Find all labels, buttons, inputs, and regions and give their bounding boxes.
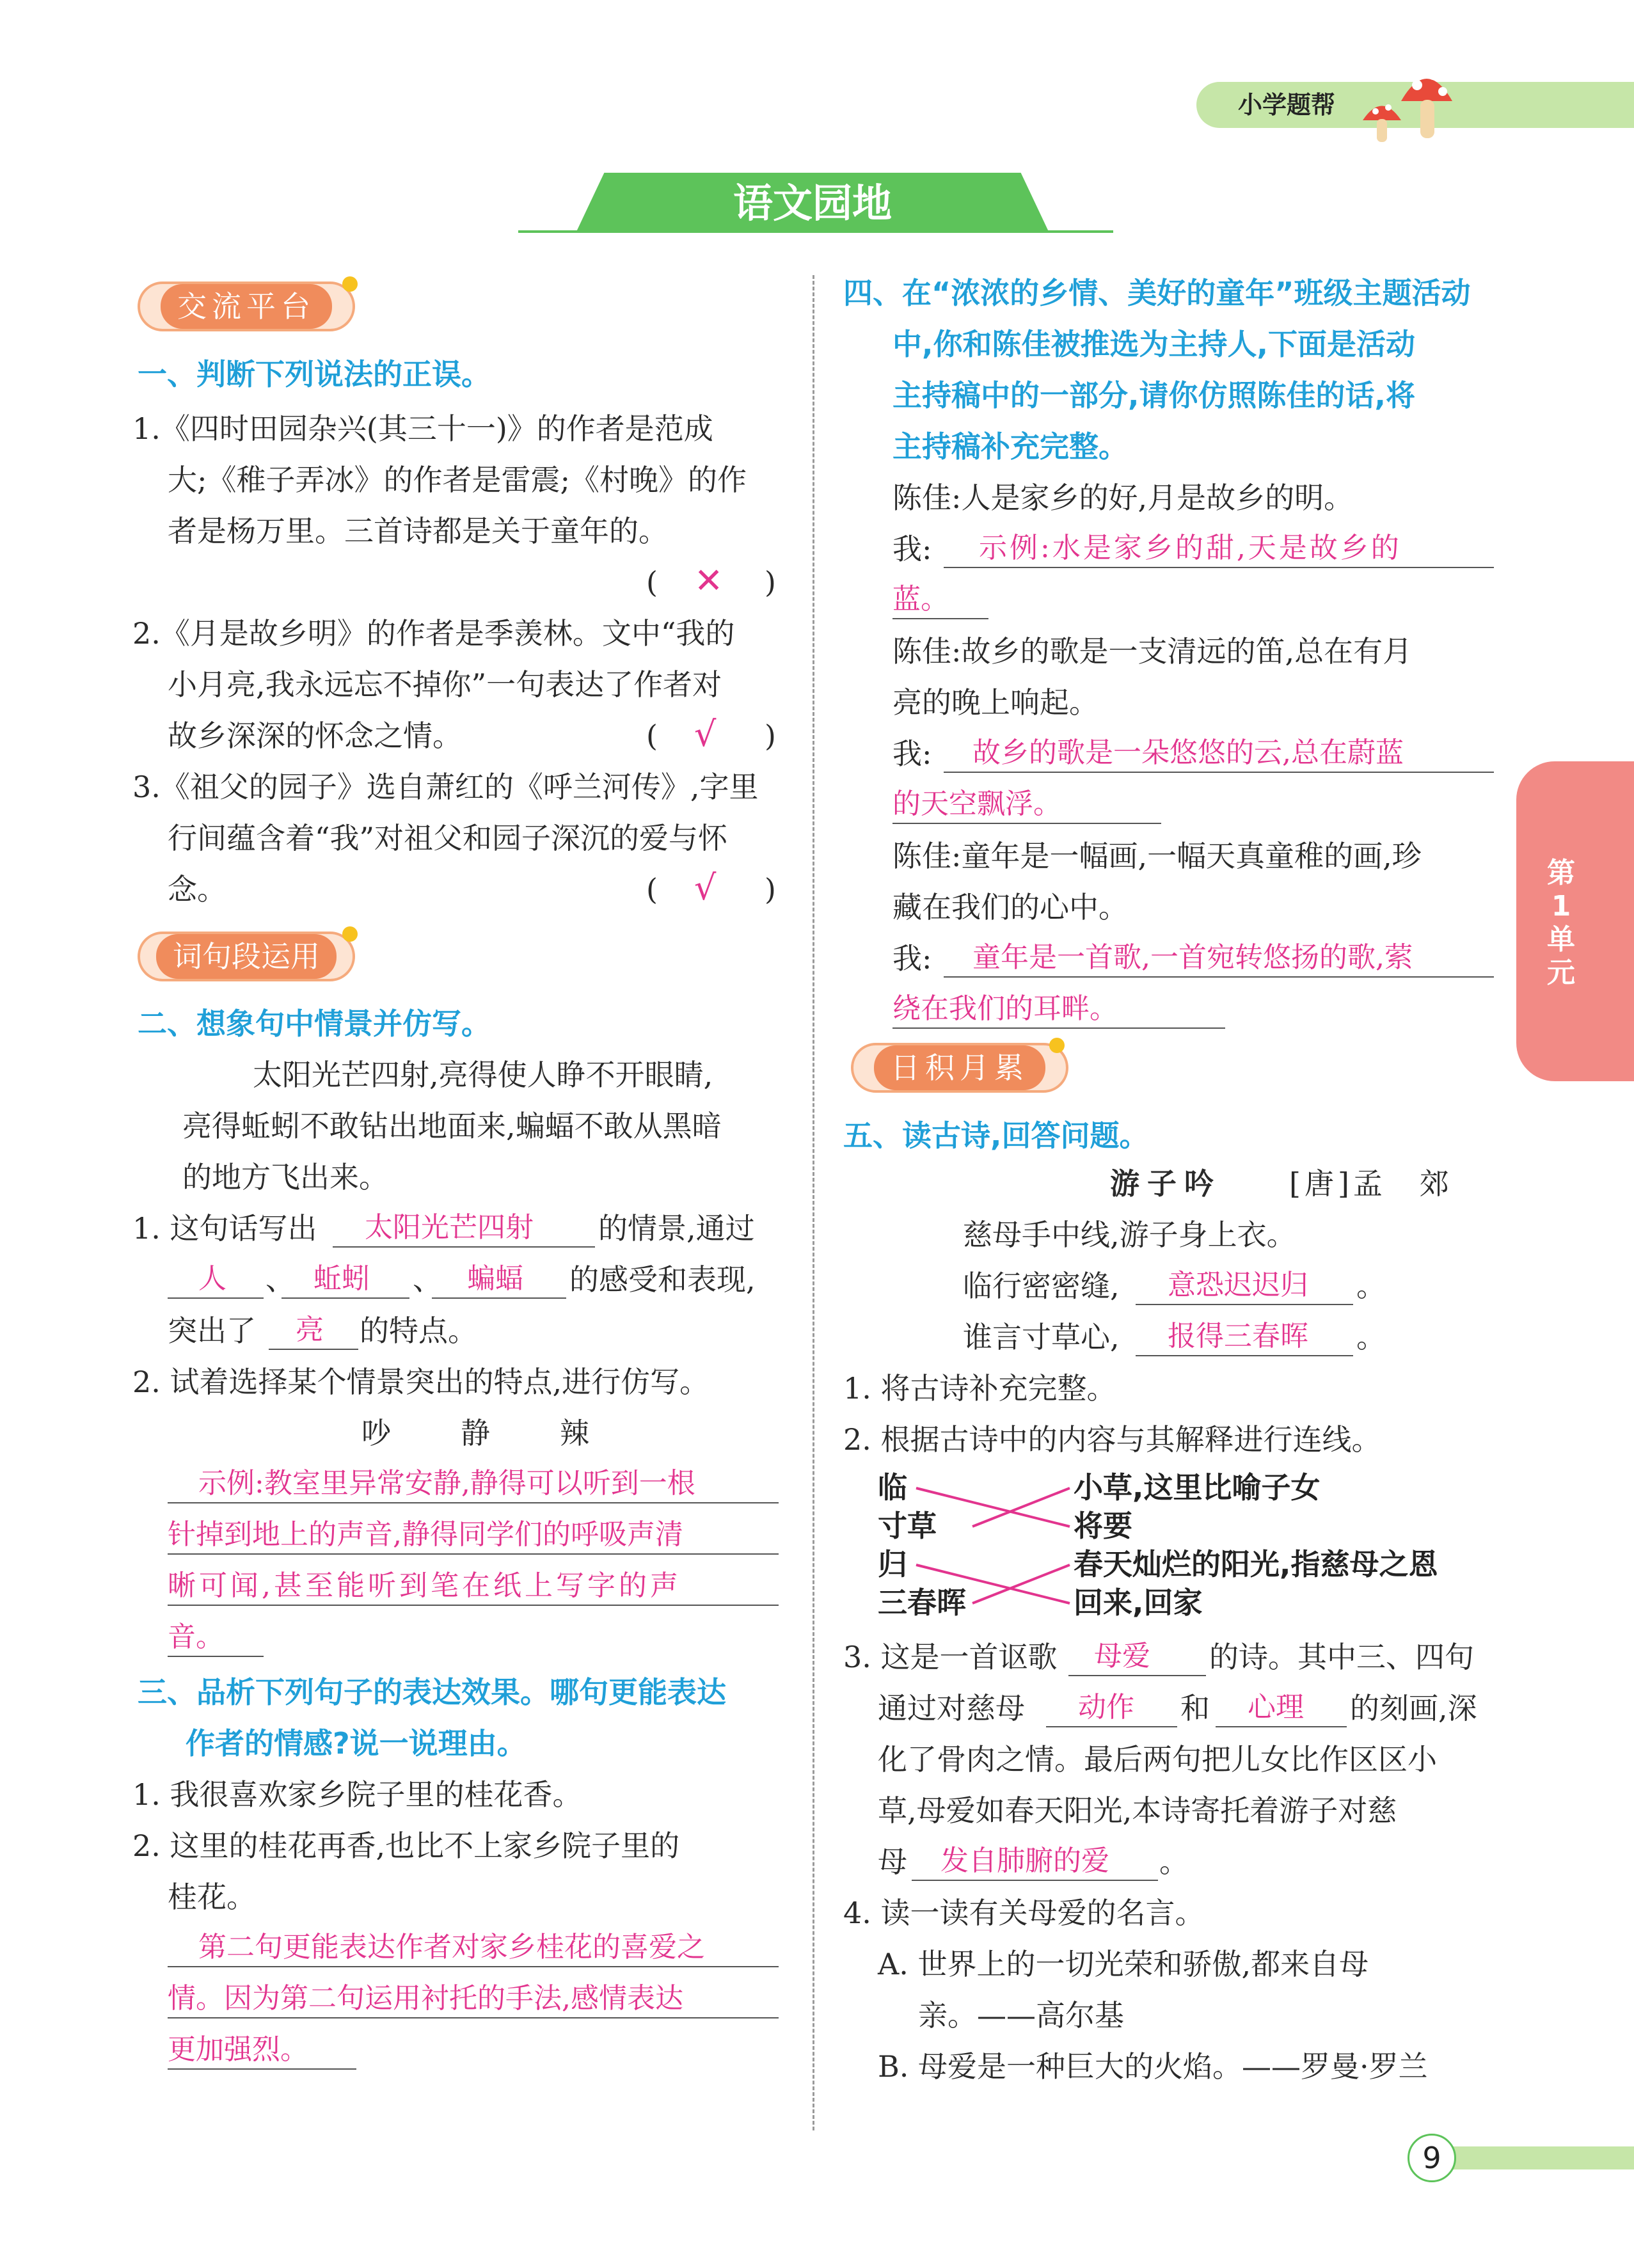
q2-2-word: 静	[461, 1416, 490, 1450]
chen-line1: 陈佳:人是家乡的好,月是故乡的明。	[892, 480, 1354, 515]
match-right-0: 小草,这里比喻子女	[1074, 1470, 1321, 1505]
q2-1-answer: 人	[198, 1262, 226, 1295]
q2-title: 二、想象句中情景并仿写。	[138, 1006, 491, 1041]
q4-title-line1: 四、在“浓浓的乡情、美好的童年”班级主题活动	[843, 276, 1471, 310]
paren-open: (	[646, 718, 658, 753]
q2-passage-line2: 亮得蚯蚓不敢钻出地面来,蝙蝠不敢从黑暗	[182, 1109, 722, 1143]
q5-3-text: 母	[878, 1844, 907, 1879]
poem-title: 游子吟	[1110, 1166, 1221, 1201]
q3-title-line2: 作者的情感?说一说理由。	[186, 1726, 527, 1761]
q5-3-text: 草,母爱如春天阳光,本诗寄托着游子对慈	[878, 1793, 1397, 1828]
q3-title-line1: 三、品析下列句子的表达效果。哪句更能表达	[138, 1675, 726, 1709]
poem-line2: 临行密密缝,	[963, 1269, 1120, 1303]
poem-end: 。	[1356, 1320, 1386, 1354]
paren-open: (	[646, 872, 658, 907]
q5-3-answer: 母爱	[1094, 1640, 1150, 1672]
q1-item3-line1: 3.《祖父的园子》选自萧红的《呼兰河传》,字里	[132, 770, 759, 804]
column-divider	[813, 275, 814, 2130]
q5-4-b: B. 母爱是一种巨大的火焰。——罗曼·罗兰	[878, 2049, 1428, 2084]
q2-2-word: 辣	[560, 1416, 589, 1450]
chen-line2b: 亮的晚上响起。	[892, 685, 1099, 720]
q3-sentence1: 1. 我很喜欢家乡院子里的桂花香。	[132, 1777, 582, 1812]
q3-answer-line3: 更加强烈。	[168, 2033, 308, 2066]
q2-1-answer: 蝙蝠	[467, 1262, 523, 1295]
q3-answer-line1: 第二句更能表达作者对家乡桂花的喜爱之	[198, 1931, 705, 1963]
q5-4-a-line2: 亲。——高尔基	[918, 1998, 1124, 2033]
star-icon	[342, 276, 358, 292]
q5-3-text: 3. 这是一首讴歌	[843, 1640, 1058, 1674]
q5-3-text: 化了骨肉之情。最后两句把儿女比作区区小	[878, 1742, 1437, 1777]
blank-underline	[282, 1297, 409, 1299]
blank-underline	[912, 1880, 1158, 1881]
q3-answer-line2: 情。因为第二句运用衬托的手法,感情表达	[168, 1982, 683, 2015]
paren-open: (	[646, 565, 658, 599]
me1-line2: 蓝。	[892, 583, 949, 615]
header-brand: 小学题帮	[1238, 91, 1336, 119]
q4-title-line4: 主持稿补充完整。	[892, 429, 1128, 464]
match-right-2: 春天灿烂的阳光,指慈母之恩	[1074, 1547, 1438, 1582]
q4-title-line3: 主持稿中的一部分,请你仿照陈佳的话,将	[892, 378, 1415, 413]
q1-item1-line1: 1.《四时田园杂兴(其三十一)》的作者是范成	[132, 411, 713, 446]
blank-underline	[944, 772, 1494, 773]
section-tag-usage: 词句段运用	[138, 932, 355, 981]
q1-item2-line2: 小月亮,我永远忘不掉你”一句表达了作者对	[168, 667, 722, 702]
me2-line2: 的天空飘浮。	[892, 788, 1061, 820]
poem-line1: 慈母手中线,游子身上衣。	[963, 1217, 1296, 1252]
q2-1-answer: 太阳光芒四射	[365, 1211, 534, 1244]
chen-line3b: 藏在我们的心中。	[892, 890, 1128, 924]
q3-sentence2-line2: 桂花。	[168, 1880, 256, 1914]
side-tab-char-0: 第	[1547, 857, 1575, 889]
blank-underline	[168, 1656, 264, 1657]
q5-3-answer: 发自肺腑的爱	[940, 1844, 1109, 1877]
blank-underline	[1068, 1675, 1206, 1676]
blank-underline	[1216, 1726, 1347, 1727]
q3-sentence2-line1: 2. 这里的桂花再香,也比不上家乡院子里的	[132, 1828, 680, 1863]
q1-item2-line3: 故乡深深的怀念之情。	[168, 718, 462, 753]
match-left-3: 三春晖	[878, 1585, 966, 1620]
me-label: 我:	[892, 941, 932, 976]
blank-underline	[168, 2017, 779, 2018]
q2-2-text: 2. 试着选择某个情景突出的特点,进行仿写。	[132, 1365, 710, 1399]
q1-item1-line3: 者是杨万里。三首诗都是关于童年的。	[168, 514, 668, 548]
me2-line1: 故乡的歌是一朵悠悠的云,总在蔚蓝	[972, 736, 1404, 769]
q5-1: 1. 将古诗补充完整。	[843, 1371, 1116, 1406]
q2-1-text: 的情景,通过	[598, 1211, 755, 1246]
poem-line3-answer: 报得三春晖	[1168, 1320, 1308, 1352]
q5-3-text: 通过对慈母	[878, 1691, 1025, 1725]
q5-title: 五、读古诗,回答问题。	[843, 1118, 1149, 1153]
blank-underline	[168, 1553, 779, 1555]
q2-1-answer: 蚯蚓	[313, 1262, 370, 1295]
me1-line1: 示例:水是家乡的甜,天是故乡的	[979, 532, 1402, 564]
star-icon	[1049, 1038, 1065, 1053]
star-icon	[342, 926, 358, 942]
page-title: 语文园地	[733, 180, 892, 226]
q2-2-answer-line3: 晰可闻,甚至能听到笔在纸上写字的声	[168, 1569, 681, 1602]
q2-passage-line1: 太阳光芒四射,亮得使人睁不开眼睛,	[253, 1058, 713, 1092]
match-right-3: 回来,回家	[1074, 1585, 1203, 1620]
q2-1-text: 的感受和表现,	[569, 1262, 756, 1297]
q2-passage-line3: 的地方飞出来。	[182, 1160, 388, 1194]
me-label: 我:	[892, 532, 932, 566]
footer-bar	[1440, 2146, 1634, 2169]
matching-lines	[908, 1469, 1075, 1622]
poem-author: [唐]孟 郊	[1289, 1166, 1453, 1201]
blank-underline	[944, 976, 1494, 978]
page-number: 9	[1408, 2134, 1456, 2182]
blank-underline	[892, 618, 988, 619]
blank-underline	[944, 567, 1494, 568]
chen-line3a: 陈佳:童年是一幅画,一幅天真童稚的画,珍	[892, 839, 1422, 873]
q1-item3-line2: 行间蕴含着“我”对祖父和园子深沉的爱与怀	[168, 821, 728, 855]
q1-item2-line1: 2.《月是故乡明》的作者是季羡林。文中“我的	[132, 616, 735, 651]
q2-2-word: 吵	[361, 1416, 391, 1450]
blank-underline	[892, 823, 1161, 824]
me3-line2: 绕在我们的耳畔。	[892, 992, 1118, 1025]
q5-3-text: 的诗。其中三、四句	[1209, 1640, 1474, 1674]
q5-4-a-line1: A. 世界上的一切光荣和骄傲,都来自母	[878, 1947, 1369, 1981]
poem-line2-answer: 意恐迟迟归	[1168, 1269, 1308, 1301]
q1-item3-line3: 念。	[168, 872, 226, 907]
q5-3-text: 和	[1180, 1691, 1210, 1725]
q2-1-sep: 、	[413, 1262, 442, 1297]
blank-underline	[269, 1349, 358, 1350]
blank-underline	[432, 1297, 566, 1299]
section-tag-exchange: 交流平台	[138, 282, 355, 331]
q5-2: 2. 根据古诗中的内容与其解释进行连线。	[843, 1422, 1381, 1457]
blank-underline	[892, 1027, 1225, 1029]
q2-2-answer-line1: 示例:教室里异常安静,静得可以听到一根	[198, 1467, 695, 1500]
blank-underline	[168, 1297, 264, 1299]
paren-close: )	[765, 872, 776, 907]
match-left-1: 寸草	[878, 1509, 937, 1543]
poem-end: 。	[1356, 1269, 1386, 1303]
blank-underline	[168, 1605, 779, 1606]
q5-4: 4. 读一读有关母爱的名言。	[843, 1896, 1205, 1930]
q2-2-answer-line2: 针掉到地上的声音,静得同学们的呼吸声清	[168, 1518, 683, 1551]
q5-3-answer: 心理	[1248, 1691, 1304, 1724]
match-left-2: 归	[878, 1547, 907, 1582]
q5-3-answer: 动作	[1078, 1691, 1134, 1724]
q5-3-text: 。	[1159, 1844, 1189, 1879]
q2-1-answer: 亮	[296, 1313, 324, 1346]
blank-underline	[168, 2068, 356, 2070]
q2-1-text: 的特点。	[360, 1313, 477, 1348]
side-tab-char-3: 元	[1547, 956, 1575, 989]
answer-mark: √	[694, 868, 717, 908]
match-right-1: 将要	[1074, 1509, 1132, 1543]
mushroom-icon	[1356, 56, 1471, 146]
me3-line1: 童年是一首歌,一首宛转悠扬的歌,萦	[972, 941, 1413, 974]
me-label: 我:	[892, 736, 932, 771]
q2-1-text: 突出了	[168, 1313, 256, 1348]
q1-item1-line2: 大;《稚子弄冰》的作者是雷震;《村晚》的作	[168, 463, 747, 497]
side-tab-char-2: 单	[1547, 923, 1575, 956]
answer-mark: √	[694, 714, 717, 754]
blank-underline	[1046, 1726, 1177, 1727]
q1-title: 一、判断下列说法的正误。	[138, 357, 491, 392]
q2-1-sep: 、	[266, 1262, 295, 1297]
side-tab-char-1: 1	[1551, 890, 1571, 923]
paren-close: )	[765, 718, 776, 753]
blank-underline	[1136, 1304, 1353, 1305]
blank-underline	[333, 1246, 595, 1248]
q2-1-text: 1. 这句话写出	[132, 1211, 317, 1246]
q5-3-text: 的刻画,深	[1350, 1691, 1477, 1725]
blank-underline	[1136, 1355, 1353, 1356]
q4-title-line2: 中,你和陈佳被推选为主持人,下面是活动	[892, 327, 1415, 361]
section-tag-accumulate: 日积月累	[851, 1043, 1068, 1093]
blank-underline	[168, 1966, 779, 1967]
q2-2-answer-line4: 音。	[168, 1621, 224, 1653]
poem-line3: 谁言寸草心,	[963, 1320, 1120, 1354]
chen-line2a: 陈佳:故乡的歌是一支清远的笛,总在有月	[892, 634, 1413, 669]
answer-mark: ✕	[694, 560, 724, 601]
paren-close: )	[765, 565, 776, 599]
match-left-0: 临	[878, 1470, 907, 1505]
blank-underline	[168, 1502, 779, 1503]
